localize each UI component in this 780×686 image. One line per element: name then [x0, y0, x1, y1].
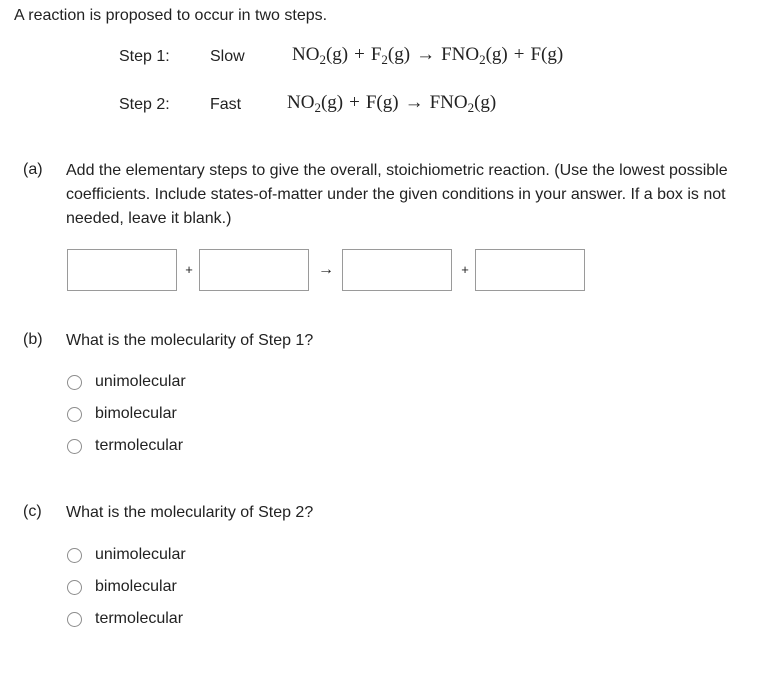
- radio-button[interactable]: [67, 548, 82, 563]
- option-label: unimolecular: [95, 373, 186, 390]
- state: (g): [541, 44, 564, 65]
- step-2-speed: Fast: [210, 96, 242, 113]
- part-b-letter: (b): [23, 331, 43, 348]
- radio-button[interactable]: [67, 580, 82, 595]
- species: NO: [292, 44, 320, 65]
- plus-sign: +: [354, 44, 365, 65]
- step-2-option-unimolecular[interactable]: [67, 544, 186, 566]
- part-c-letter: (c): [23, 503, 42, 520]
- state: (g): [387, 44, 411, 65]
- radio-button[interactable]: [67, 612, 82, 627]
- step-1-speed: Slow: [210, 48, 245, 65]
- state: (g): [325, 44, 349, 65]
- state: (g): [474, 92, 497, 113]
- plus-sign: +: [185, 262, 193, 277]
- plus-sign: +: [461, 262, 469, 277]
- species: FNO: [429, 92, 468, 113]
- problem-intro: A reaction is proposed to occur in two steps.: [14, 7, 328, 24]
- species: FNO: [441, 44, 480, 65]
- step-2-label: Step 2:: [119, 96, 170, 113]
- option-label: termolecular: [95, 610, 184, 627]
- step-2-row: [0, 92, 780, 122]
- reactant-1-input[interactable]: [67, 249, 177, 291]
- reaction-arrow: →: [404, 92, 424, 113]
- radio-button[interactable]: [67, 407, 82, 422]
- species: F: [530, 44, 542, 65]
- state: (g): [376, 92, 399, 113]
- plus-sign: +: [349, 92, 360, 113]
- step-1-option-bimolecular[interactable]: [67, 403, 177, 425]
- state: (g): [485, 44, 508, 65]
- part-a-instructions: Add the elementary steps to give the overall, stoichiometric reaction. (Use the lowest possible coefficients. Include states-of-matter under the given conditions in your answer. If a box is not needed, leave it blank.): [66, 162, 728, 227]
- plus-sign: +: [513, 44, 525, 65]
- subscript: 2: [467, 100, 475, 115]
- option-label: termolecular: [95, 437, 184, 454]
- radio-button[interactable]: [67, 439, 82, 454]
- step-1-label: Step 1:: [119, 48, 170, 65]
- option-label: unimolecular: [95, 546, 186, 563]
- reaction-arrow: →: [318, 261, 334, 278]
- product-1-input[interactable]: [342, 249, 452, 291]
- step-1-option-termolecular[interactable]: [67, 435, 183, 457]
- option-label: bimolecular: [95, 405, 177, 422]
- reactant-2-input[interactable]: [199, 249, 309, 291]
- subscript: 2: [319, 52, 326, 67]
- part-c-question: What is the molecularity of Step 2?: [66, 504, 314, 521]
- step-1-row: [0, 44, 780, 74]
- step-1-option-unimolecular[interactable]: [67, 371, 186, 393]
- reaction-arrow: →: [416, 44, 436, 65]
- species: F: [365, 92, 377, 113]
- option-label: bimolecular: [95, 578, 177, 595]
- step-2-equation: [287, 92, 496, 114]
- product-2-input[interactable]: [475, 249, 585, 291]
- state: (g): [320, 92, 344, 113]
- species: NO: [287, 92, 315, 113]
- radio-button[interactable]: [67, 375, 82, 390]
- step-2-option-bimolecular[interactable]: [67, 576, 177, 598]
- overall-reaction-answer: [0, 249, 780, 293]
- step-2-option-termolecular[interactable]: [67, 608, 183, 630]
- species: F: [370, 44, 382, 65]
- subscript: 2: [314, 100, 321, 115]
- subscript: 2: [479, 52, 486, 67]
- part-a-letter: (a): [23, 161, 43, 178]
- step-1-equation: [292, 44, 563, 66]
- subscript: 2: [381, 52, 388, 67]
- part-b-question: What is the molecularity of Step 1?: [66, 332, 314, 349]
